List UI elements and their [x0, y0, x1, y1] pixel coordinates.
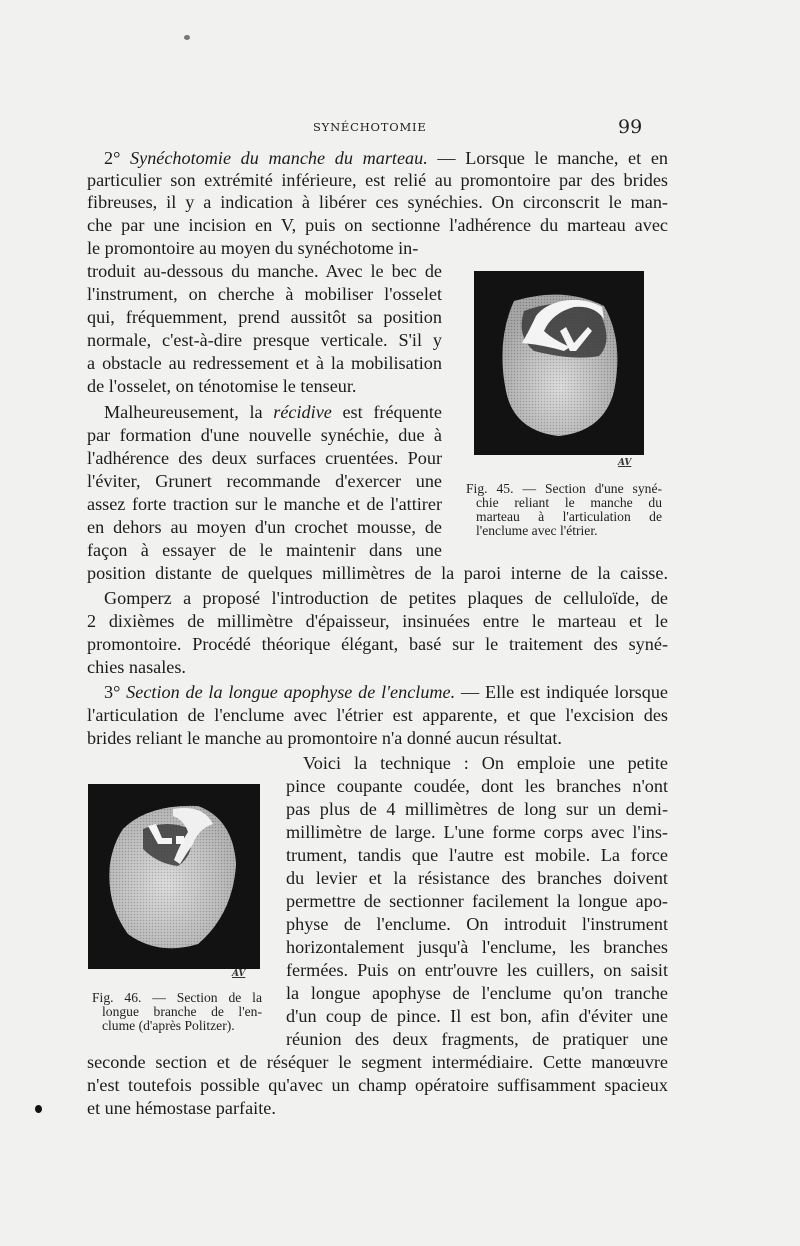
caption-line: chie reliant le manche du [476, 495, 662, 510]
text-line [87, 539, 442, 561]
text-line [87, 424, 442, 446]
line-text: de l'osselet, on ténotomise le tenseur. [87, 376, 357, 396]
line-text: — Elle est indiquée lorsque [455, 682, 668, 702]
line-text: chies nasales. [87, 657, 186, 677]
line-text: position distante de quelques millimètres de la paroi interne de la caisse. [87, 563, 668, 583]
line-text: millimètre de large. L'une forme corps avec l'ins- [286, 822, 668, 842]
line-text: troduit au-dessous du manche. Avec le bec de [87, 261, 442, 281]
text-line [87, 329, 442, 351]
line-text: est fréquente [331, 402, 442, 422]
line-text: 3° [104, 682, 127, 702]
line-text: Malheureusement, la [104, 402, 274, 422]
text-line [87, 237, 442, 259]
line-text: 2 dixièmes de millimètre d'épaisseur, insinuées entre le marteau et le [87, 611, 668, 631]
line-text: che par une incision en V, puis on sectionne l'adhérence du marteau avec [87, 215, 668, 235]
line-text: physe de l'enclume. On introduit l'instrument [286, 914, 668, 934]
text-line [87, 169, 668, 191]
text-line [87, 704, 668, 726]
caption-line: longue branche de l'en- [102, 1004, 262, 1019]
figure-46-signature: AV [232, 969, 246, 979]
caption-line: Fig. 46. — Section de la [92, 990, 262, 1005]
text-line [286, 959, 668, 981]
caption-line: clume (d'après Politzer). [102, 1018, 235, 1033]
text-line [87, 562, 668, 584]
line-text: assez forte traction sur le manche et de l'attirer [87, 494, 442, 514]
text-line [87, 214, 668, 236]
text-line [87, 493, 442, 515]
text-line [87, 633, 668, 655]
text-line [286, 890, 668, 912]
page-speck [35, 1105, 42, 1113]
line-text: pince coupante coudée, dont les branches n'ont [286, 776, 668, 796]
italic-heading: Section de la longue apophyse de l'enclume. [126, 682, 456, 702]
text-line [87, 283, 442, 305]
text-line [87, 1097, 668, 1119]
line-text: particulier son extrémité inférieure, est relié au promontoire par des brides [87, 170, 668, 190]
figure-45-caption [466, 482, 662, 538]
line-text: l'éviter, Grunert recommande d'exercer une [87, 471, 442, 491]
page-number: 99 [618, 116, 643, 138]
line-text: la longue apophyse de l'enclume qu'on tranche [286, 983, 668, 1003]
line-text: horizontalement jusqu'à l'enclume, les branches [286, 937, 668, 957]
line-text: l'adhérence des deux surfaces cruentées. Pour [87, 448, 442, 468]
caption-line: Fig. 45. — Section d'une syné- [466, 481, 662, 496]
page-speck [184, 35, 190, 40]
line-text: du levier et la résistance des branches doivent [286, 868, 668, 888]
line-text: d'un coup de pince. Il est bon, afin d'éviter une [286, 1006, 668, 1026]
text-line [87, 727, 668, 749]
running-title: SYNÉCHOTOMIE [313, 120, 427, 134]
line-text: et une hémostase parfaite. [87, 1098, 276, 1118]
line-text: brides reliant le manche au promontoire n'a donné aucun résultat. [87, 728, 562, 748]
text-line [87, 610, 668, 632]
text-line [303, 752, 668, 774]
text-line [87, 1051, 668, 1073]
line-text: le promontoire au moyen du synéchotome in- [87, 238, 419, 258]
tympanic-membrane-illustration [88, 784, 260, 969]
line-text: a obstacle au redressement et à la mobilisation [87, 353, 442, 373]
text-line [286, 775, 668, 797]
line-text: fermées. Puis on entr'ouvre les cuillers, on saisit [286, 960, 668, 980]
line-text: qui, fréquemment, prend aussitôt sa position [87, 307, 442, 327]
line-text: trument, tandis que l'autre est mobile. La force [286, 845, 668, 865]
line-text: façon à essayer de le maintenir dans une [87, 540, 442, 560]
line-text: permettre de sectionner facilement la longue apo- [286, 891, 668, 911]
text-line [104, 147, 668, 169]
text-line [286, 844, 668, 866]
text-line [87, 191, 668, 213]
tympanic-membrane-illustration [474, 271, 644, 455]
text-line [286, 1005, 668, 1027]
text-line [286, 821, 668, 843]
line-text: l'articulation de l'enclume avec l'étrier est apparente, et que l'excision des [87, 705, 668, 725]
line-text: 2° [104, 148, 131, 168]
line-text: Gomperz a proposé l'introduction de petites plaques de celluloïde, de [104, 588, 668, 608]
line-text: n'est toutefois possible qu'avec un champ opératoire suffisamment spacieux [87, 1075, 668, 1095]
line-text: réunion des deux fragments, de pratiquer une [286, 1029, 668, 1049]
text-line [286, 982, 668, 1004]
line-text: — Lorsque le manche, et en [427, 148, 668, 168]
text-line [286, 1028, 668, 1050]
line-text: normale, c'est-à-dire presque verticale. S'il y [87, 330, 442, 350]
caption-line: marteau à l'articulation de [476, 509, 662, 524]
text-line [87, 375, 442, 397]
figure-45-signature: AV [618, 458, 632, 468]
text-line [104, 401, 442, 423]
text-line [87, 656, 668, 678]
text-line [87, 470, 442, 492]
text-line [87, 1074, 668, 1096]
text-line [87, 447, 442, 469]
text-line [87, 516, 442, 538]
line-text: seconde section et de réséquer le segment intermédiaire. Cette manœuvre [87, 1052, 668, 1072]
line-text: l'instrument, on cherche à mobiliser l'osselet [87, 284, 442, 304]
figure-45-image [474, 271, 644, 455]
line-text: promontoire. Procédé théorique élégant, basé sur le traitement des syné- [87, 634, 668, 654]
text-line [286, 867, 668, 889]
text-line [87, 352, 442, 374]
text-line [286, 913, 668, 935]
line-text: Voici la technique : On emploie une petite [303, 753, 668, 773]
text-line [286, 936, 668, 958]
italic-heading: récidive [273, 402, 332, 422]
line-text: pas plus de 4 millimètres de long sur un demi- [286, 799, 668, 819]
line-text: par formation d'une nouvelle synéchie, due à [87, 425, 442, 445]
text-line [104, 681, 668, 703]
text-line [286, 798, 668, 820]
line-text: en dehors au moyen d'un crochet mousse, de [87, 517, 442, 537]
text-line [87, 260, 442, 282]
text-line [87, 306, 442, 328]
figure-46-image [88, 784, 260, 969]
line-text: fibreuses, il y a indication à libérer ces synéchies. On circonscrit le man- [87, 192, 668, 212]
text-line [104, 587, 668, 609]
figure-46-caption [92, 991, 262, 1033]
italic-heading: Synéchotomie du manche du marteau. [130, 148, 428, 168]
caption-line: l'enclume avec l'étrier. [476, 523, 598, 538]
